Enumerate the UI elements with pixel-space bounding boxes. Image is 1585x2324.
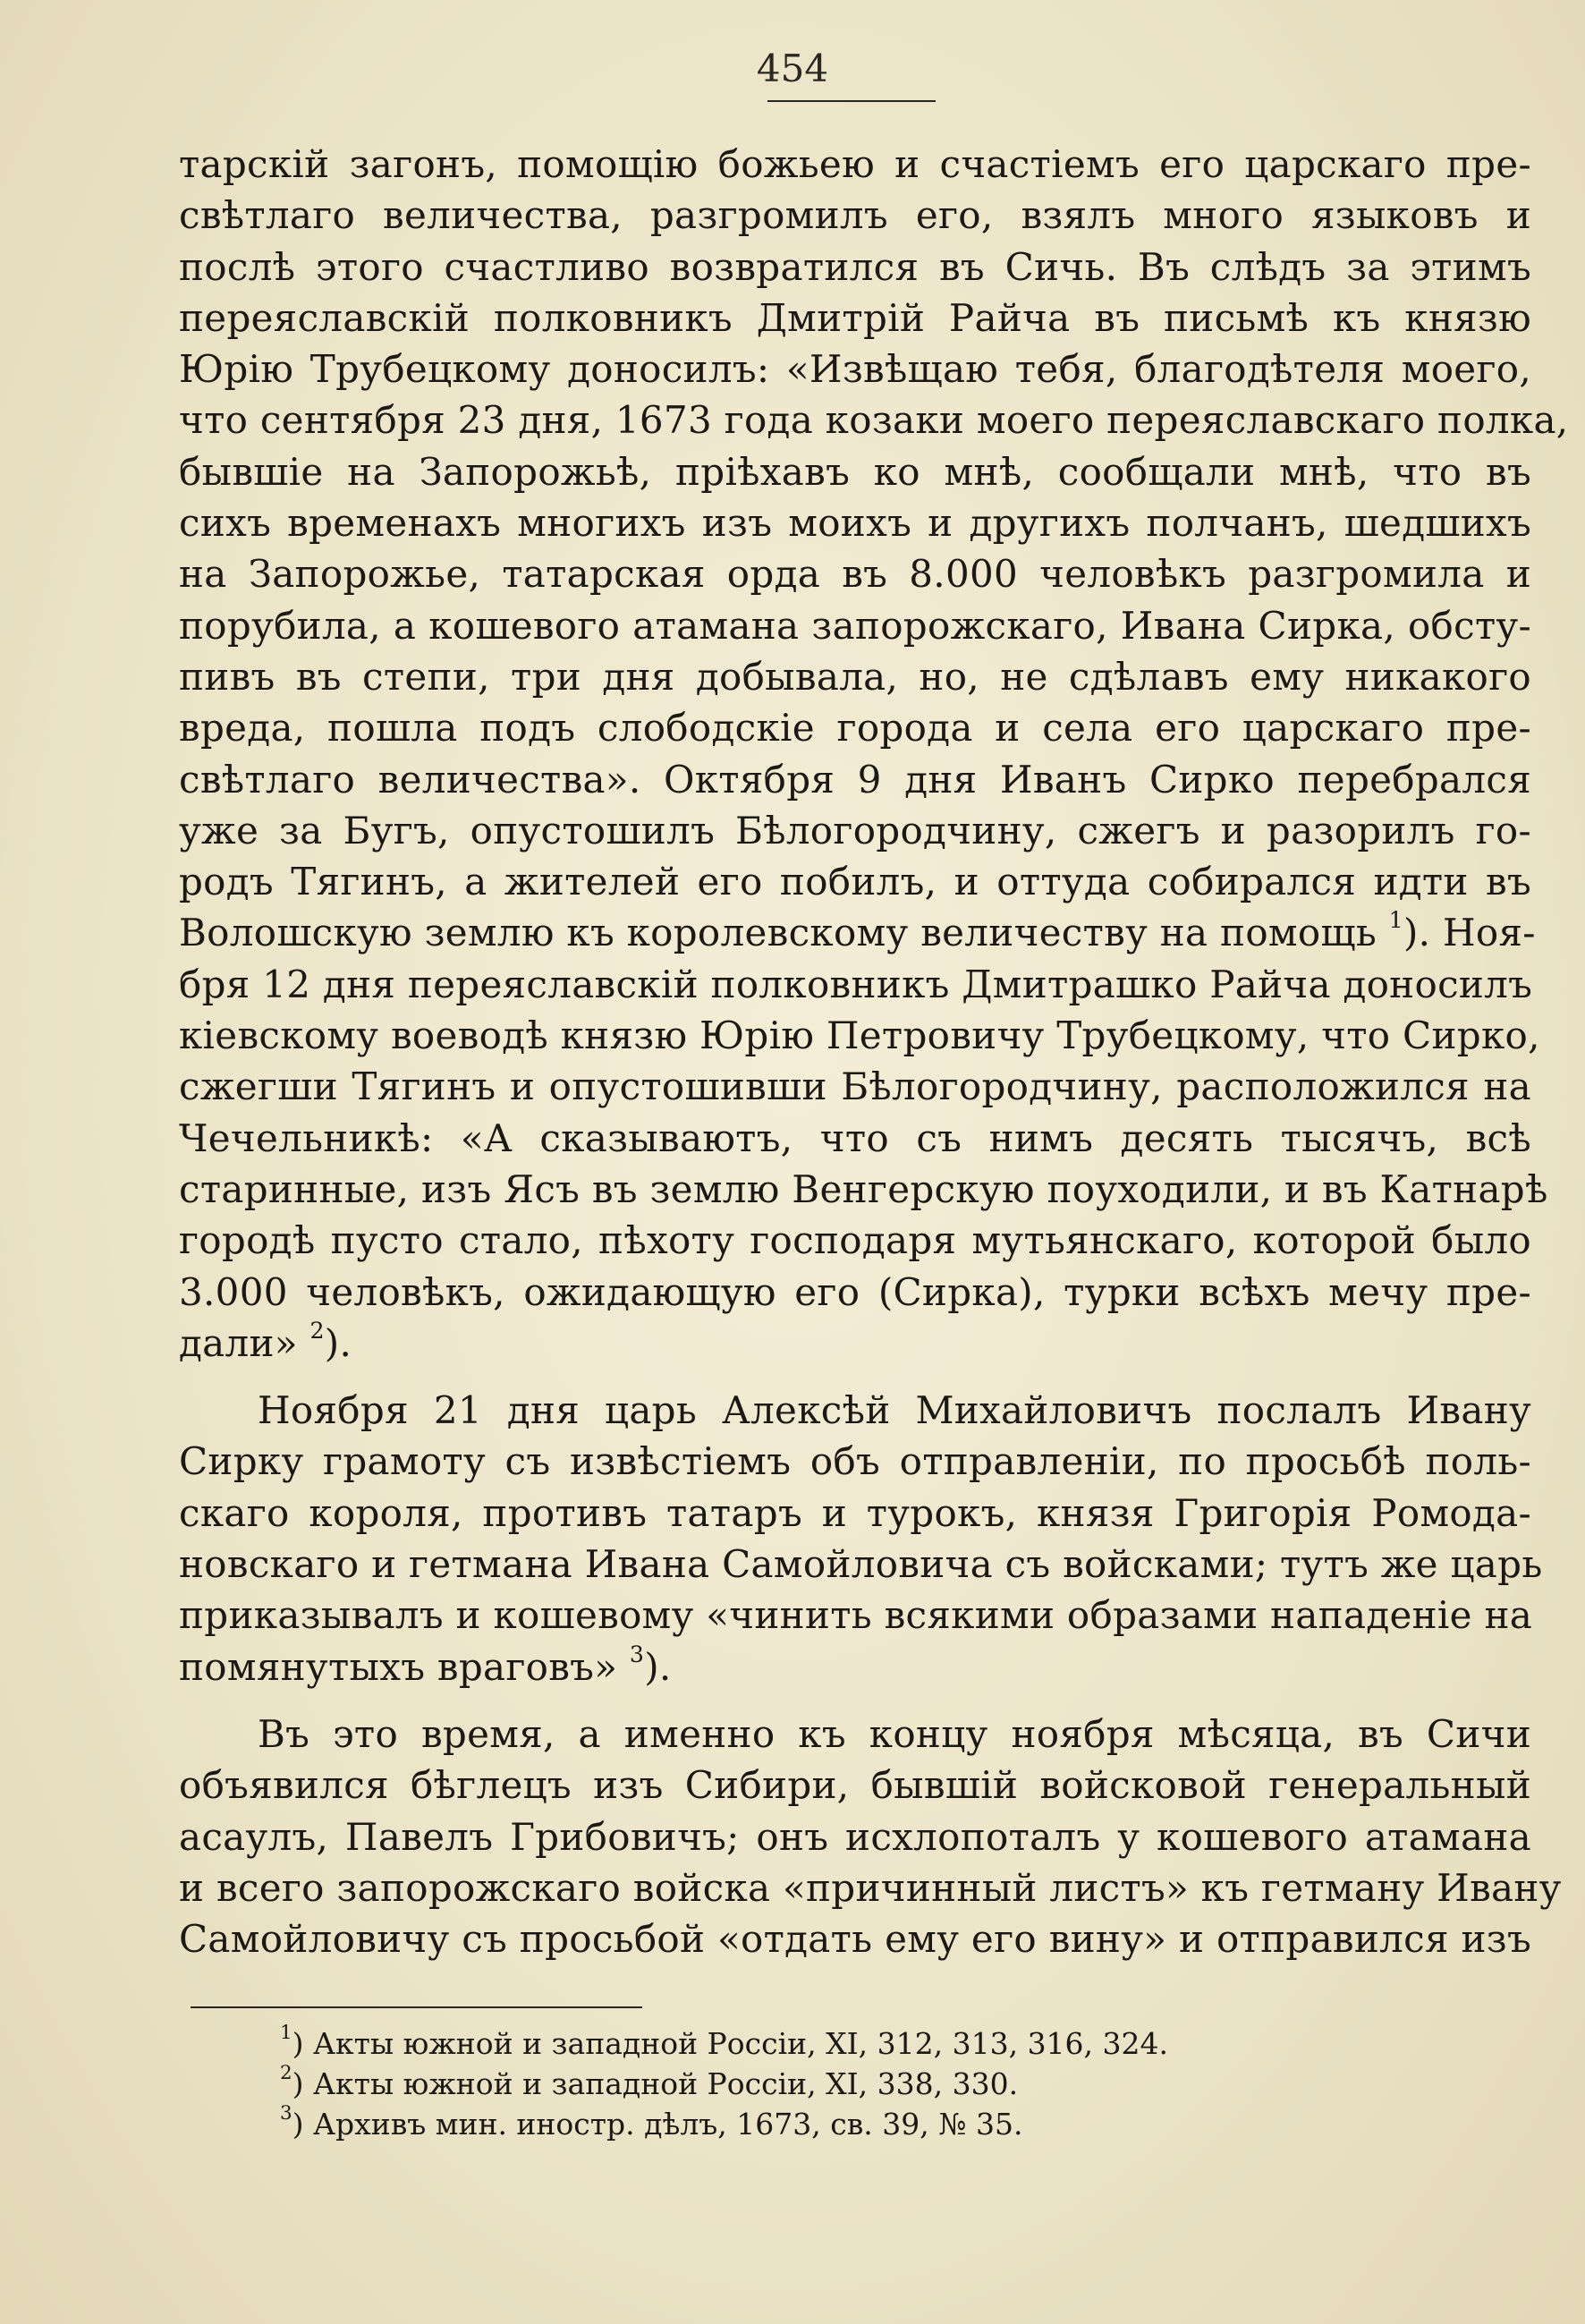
text-line: кіевскому воеводѣ князю Юрію Петровичу Трубецкому, что Сирко, xyxy=(179,1014,1540,1058)
footnote-ref-1: 1 xyxy=(1388,907,1403,934)
text-fragment: ). xyxy=(324,1320,352,1365)
text-line: объявился бѣглецъ изъ Сибири, бывшій войсковой генеральный xyxy=(179,1763,1531,1808)
text-fragment: помянутыхъ враговъ» xyxy=(179,1644,618,1689)
text-line: пивъ въ степи, три дня добывала, но, не сдѣлавъ ему никакого xyxy=(179,654,1531,699)
text-line: новскаго и гетмана Ивана Самойловича съ войсками; тутъ же царь xyxy=(179,1542,1543,1587)
text-line: сихъ временахъ многихъ изъ моихъ и другихъ полчанъ, шедшихъ xyxy=(179,501,1531,546)
text-line-with-footnote-1 xyxy=(179,907,1536,958)
footnote-mark: 2 xyxy=(280,2061,292,2084)
text-line: асаулъ, Павелъ Грибовичъ; онъ исхлопоталъ у кошевого атамана xyxy=(179,1814,1531,1859)
text-line: свѣтлаго величества». Октября 9 дня Иванъ Сирко перебрался xyxy=(179,757,1531,802)
text-line: вреда, пошла подъ слободскіе города и села его царскаго пре- xyxy=(179,706,1531,751)
footnotes xyxy=(280,2023,1353,2144)
text-line: приказывалъ и кошевому «чинить всякими образами нападеніе на xyxy=(179,1593,1533,1638)
main-text xyxy=(179,139,1569,1964)
footnote-text: ) Акты южной и западной Россіи, XI, 312, 313, 316, 324. xyxy=(292,2026,1169,2061)
text-line: бря 12 дня переяславскій полковникъ Дмитрашко Райча доносилъ xyxy=(179,962,1533,1006)
footnote-2 xyxy=(280,2061,1353,2104)
paragraph-1 xyxy=(179,139,1569,1369)
text-line: старинные, изъ Ясъ въ землю Венгерскую поуходили, и въ Катнарѣ xyxy=(179,1166,1548,1211)
text-line: Самойловичу съ просьбой «отдать ему его вину» и отправился изъ xyxy=(179,1917,1531,1962)
text-line-with-footnote-2 xyxy=(179,1318,1531,1369)
text-fragment: ). Ноя- xyxy=(1403,911,1536,955)
paragraph-gap xyxy=(179,1692,1531,1709)
text-line: уже за Бугъ, опустошилъ Бѣлогородчину, сжегъ и разорилъ го- xyxy=(179,808,1531,852)
text-fragment: дали» xyxy=(179,1320,298,1365)
text-line: порубила, а кошевого атамана запорожскаго, Ивана Сирка, обсту- xyxy=(179,603,1531,648)
page-number-rule xyxy=(767,100,936,102)
text-line: Ноября 21 дня царь Алексѣй Михайловичъ послалъ Ивану xyxy=(258,1388,1531,1433)
text-line: родъ Тягинъ, а жителей его побилъ, и оттуда собирался идти въ xyxy=(179,860,1531,904)
text-line: городѣ пусто стало, пѣхоту господаря мутьянскаго, которой было xyxy=(179,1218,1531,1263)
paragraph-2 xyxy=(179,1385,1543,1692)
footnote-text: ) Архивъ мин. иностр. дѣлъ, 1673, св. 39, № 35. xyxy=(292,2107,1023,2142)
paragraph-gap xyxy=(179,1369,1531,1385)
text-line: тарскій загонъ, помощію божьею и счастіемъ его царскаго пре- xyxy=(179,142,1531,186)
text-line: послѣ этого счастливо возвратился въ Сичь. Въ слѣдъ за этимъ xyxy=(179,244,1531,289)
text-line: бывшіе на Запорожьѣ, пріѣхавъ ко мнѣ, сообщали мнѣ, что въ xyxy=(179,449,1531,494)
footnote-ref-3: 3 xyxy=(629,1641,645,1667)
text-fragment: Волошскую землю къ королевскому величеству на помощь xyxy=(179,911,1377,955)
footnote-1 xyxy=(280,2023,1353,2064)
text-line: и всего запорожскаго войска «причинный листъ» къ гетману Ивану xyxy=(179,1865,1562,1910)
footnote-ref-2: 2 xyxy=(309,1317,325,1344)
text-line: свѣтлаго величества, разгромилъ его, взялъ много языковъ и xyxy=(179,193,1531,238)
text-line: переяславскій полковникъ Дмитрій Райча въ письмѣ къ князю xyxy=(179,295,1531,340)
footnote-3 xyxy=(280,2101,1353,2144)
footnote-text: ) Акты южной и западной Россіи, XI, 338, 330. xyxy=(292,2066,1019,2101)
footnote-separator xyxy=(191,2006,642,2008)
text-line: Сирку грамоту съ извѣстіемъ объ отправленіи, по просьбѣ поль- xyxy=(179,1439,1531,1484)
text-line: 3.000 человѣкъ, ожидающую его (Сирка), турки всѣхъ мечу пре- xyxy=(179,1269,1531,1314)
page-number: 454 xyxy=(756,47,829,90)
text-line: Юрію Трубецкому доносилъ: «Извѣщаю тебя, благодѣтеля моего, xyxy=(179,347,1531,392)
text-line: на Запорожье, татарская орда въ 8.000 человѣкъ разгромила и xyxy=(179,552,1531,597)
text-line: Въ это время, а именно къ концу ноября мѣсяца, въ Сичи xyxy=(258,1711,1531,1756)
text-fragment: ). xyxy=(644,1644,672,1689)
text-line: что сентября 23 дня, 1673 года козаки моего переяславскаго полка, xyxy=(179,398,1569,443)
footnote-mark: 3 xyxy=(280,2101,292,2125)
text-line: Чечельникѣ: «А сказываютъ, что съ нимъ десять тысячъ, всѣ xyxy=(179,1115,1531,1160)
text-line: сжегши Тягинъ и опустошивши Бѣлогородчину, расположился на xyxy=(179,1064,1531,1109)
paragraph-3 xyxy=(179,1709,1562,1964)
text-line: скаго короля, противъ татаръ и турокъ, князя Григорія Ромода- xyxy=(179,1490,1531,1535)
footnote-mark: 1 xyxy=(280,2021,292,2044)
text-line-with-footnote-3 xyxy=(179,1641,1531,1692)
